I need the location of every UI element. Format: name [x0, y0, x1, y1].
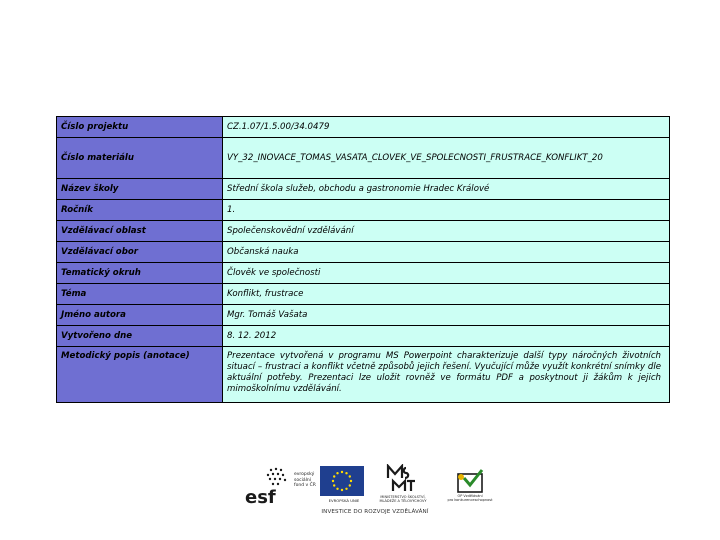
esf-logo-icon: [245, 466, 291, 506]
msmt-caption: [373, 495, 433, 503]
esf-caption-line: sociální: [294, 477, 311, 483]
table-row: [57, 305, 670, 326]
table-row: [57, 326, 670, 347]
row-value-author: Mgr. Tomáš Vašata: [223, 305, 670, 326]
eu-flag-icon: [320, 466, 364, 496]
op-vk-logo-icon: [452, 468, 488, 494]
esf-caption-line: fond v ČR: [294, 483, 316, 488]
table-row: [57, 263, 670, 284]
row-value-material-number: VY_32_INOVACE_TOMAS_VASATA_CLOVEK_VE_SPOLECNOSTI_FRUSTRACE_KONFLIKT_20: [223, 138, 670, 179]
row-label-education-area: Vzdělávací oblast: [57, 221, 223, 242]
table-row: [57, 179, 670, 200]
table-row: [57, 347, 670, 403]
row-label-annotation: Metodický popis (anotace): [57, 347, 223, 403]
row-value-school-name: Střední škola služeb, obchodu a gastronomie Hradec Králové: [223, 179, 670, 200]
esf-caption-line: evropský: [294, 472, 315, 477]
row-value-created: 8. 12. 2012: [223, 326, 670, 347]
table-row: [57, 284, 670, 305]
row-value-thematic-area: Člověk ve společnosti: [223, 263, 670, 284]
row-label-thematic-area: Tematický okruh: [57, 263, 223, 284]
table-row: [57, 117, 670, 138]
row-value-grade: 1.: [223, 200, 670, 221]
msmt-caption-line: MLÁDEŽE A TĚLOVÝCHOVY: [379, 499, 427, 504]
op-vk-caption-line: OP Vzdělávání: [457, 494, 483, 498]
msmt-caption-line: MINISTERSTVO ŠKOLSTVÍ,: [380, 495, 426, 499]
table-row: [57, 221, 670, 242]
row-label-author: Jméno autora: [57, 305, 223, 326]
row-label-project-number: Číslo projektu: [57, 117, 223, 138]
row-value-annotation: Prezentace vytvořená v programu MS Powerpoint charakterizuje další typy náročných životních situací – frustraci a konflikt včetně způsobů jejich řešení. Vyučující může využít konkrétní snímky dle aktuální potřeby. Prezentaci lze uložit rovněž ve formátu PDF a poskytnout ji žákům k jejich mimoškolnímu vzdělávání.: [223, 347, 670, 403]
op-vk-caption-line: pro konkurenceschopnost: [447, 498, 493, 503]
footer-logos: [240, 464, 500, 520]
row-value-education-area: Společenskovědní vzdělávání: [223, 221, 670, 242]
row-label-created: Vytvořeno dne: [57, 326, 223, 347]
svg-text:esf: esf: [245, 487, 276, 506]
op-vk-caption: [443, 494, 497, 502]
row-label-education-field: Vzdělávací obor: [57, 242, 223, 263]
row-value-education-field: Občanská nauka: [223, 242, 670, 263]
msmt-logo-icon: [385, 464, 417, 494]
row-label-grade: Ročník: [57, 200, 223, 221]
table-row: [57, 200, 670, 221]
table-row: [57, 242, 670, 263]
row-label-school-name: Název školy: [57, 179, 223, 200]
eu-caption: EVROPSKÁ UNIE: [328, 498, 360, 503]
row-label-topic: Téma: [57, 284, 223, 305]
project-info-table: [56, 116, 670, 403]
table-row: [57, 138, 670, 179]
esf-caption: [294, 472, 316, 489]
row-value-project-number: CZ.1.07/1.5.00/34.0479: [223, 117, 670, 138]
footer-tagline: INVESTICE DO ROZVOJE VZDĚLÁVÁNÍ: [321, 509, 429, 515]
row-label-material-number: Číslo materiálu: [57, 138, 223, 179]
row-value-topic: Konflikt, frustrace: [223, 284, 670, 305]
